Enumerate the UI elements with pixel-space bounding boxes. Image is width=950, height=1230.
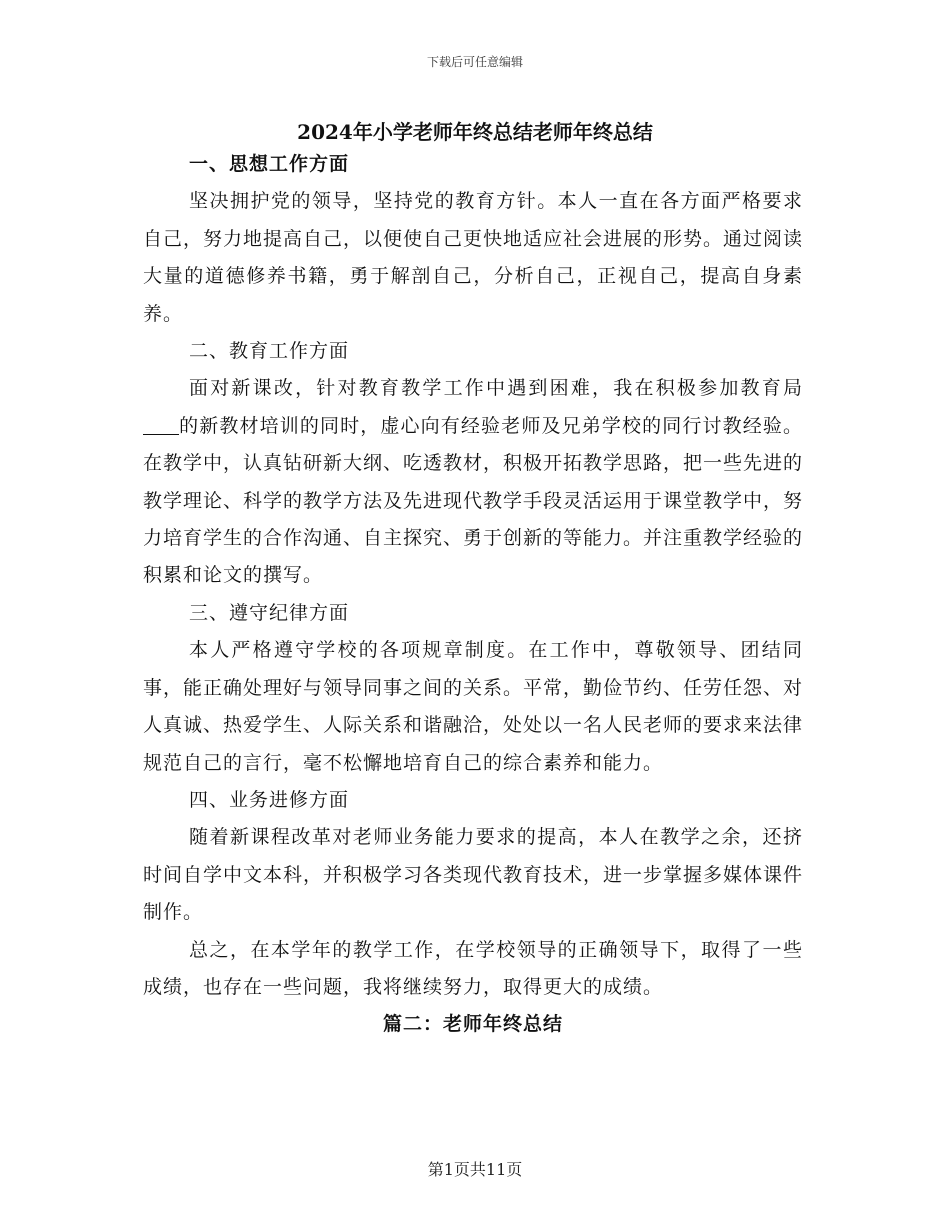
part2-title: 篇二：老师年终总结 xyxy=(382,1013,563,1036)
page-footer: 第1页共11页 xyxy=(427,1160,523,1179)
section-body-education xyxy=(143,370,803,594)
education-text-part1: 面对新课改，针对教育教学工作中遇到困难，我在积极参加教育局 xyxy=(189,377,803,400)
document-body xyxy=(143,146,803,1044)
document-title: 2024年小学老师年终总结老师年终总结 xyxy=(297,120,653,144)
section-heading-education: 二、教育工作方面 xyxy=(189,340,350,363)
education-text-part2: 的新教材培训的同时，虚心向有经验老师及兄弟学校的同行讨教经验。在教学中，认真钻研新大纲、吃透教材，积极开拓教学思路，把一些先进的教学理论、科学的教学方法及先进现代教学手段灵活运用于课堂教学中，努力培育学生的合作沟通、自主探究、勇于创新的等能力。并注重教学经验的积累和论文的撰写。 xyxy=(143,414,804,587)
blank-underline xyxy=(143,415,179,435)
section-body-thought: 坚决拥护党的领导，坚持党的教育方针。本人一直在各方面严格要求自己，努力地提高自己，以便使自己更快地适应社会进展的形势。通过阅读大量的道德修养书籍，勇于解剖自己，分析自己，正视自己，提高自身素养。 xyxy=(143,190,804,325)
section-body-discipline: 本人严格遵守学校的各项规章制度。在工作中，尊敬领导、团结同事，能正确处理好与领导同事之间的关系。平常，勤俭节约、任劳任怨、对人真诚、热爱学生、人际关系和谐融洽，处处以一名人民老师的要求来法律规范自己的言行，毫不松懈地培育自己的综合素养和能力。 xyxy=(143,639,804,774)
section-heading-thought: 一、思想工作方面 xyxy=(189,153,350,175)
section-body-study: 随着新课程改革对老师业务能力要求的提高，本人在教学之余，还挤时间自学中文本科，并积极学习各类现代教育技术，进一步掌握多媒体课件制作。 xyxy=(143,826,804,924)
page-header: 下载后可任意编辑 xyxy=(426,55,523,69)
section-heading-discipline: 三、遵守纪律方面 xyxy=(189,601,350,624)
summary-paragraph: 总之，在本学年的教学工作，在学校领导的正确领导下，取得了一些成绩，也存在一些问题，我将继续努力，取得更大的成绩。 xyxy=(143,938,803,998)
section-heading-study: 四、业务进修方面 xyxy=(189,788,350,811)
